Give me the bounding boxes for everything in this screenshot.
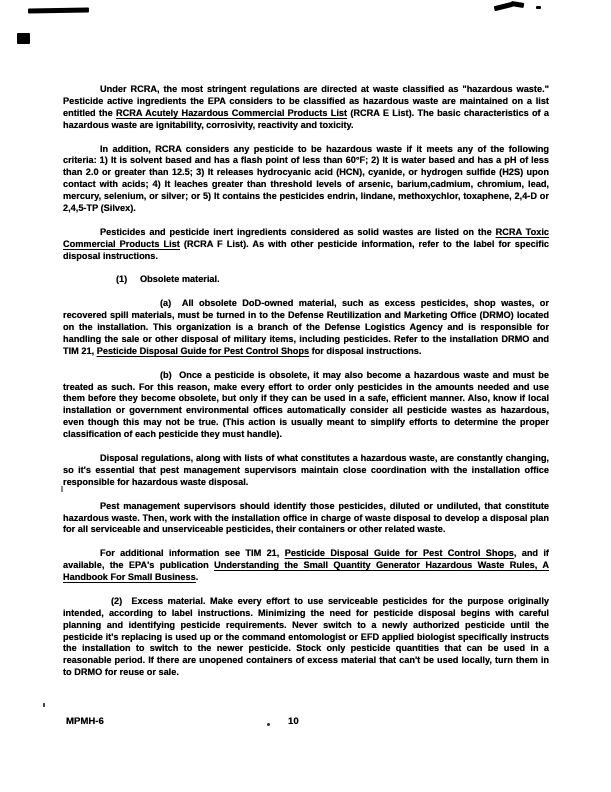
- underlined-reference: RCRA Toxic Commercial Products List: [63, 226, 549, 249]
- document-body: [63, 84, 549, 691]
- page-footer: [0, 716, 611, 730]
- underlined-reference: Pesticide Disposal Guide for Pest Control Shops: [284, 548, 514, 559]
- paragraph: [63, 227, 549, 263]
- paragraph: [63, 596, 549, 679]
- text-segment: .: [195, 572, 199, 583]
- underlined-reference: RCRA Acutely Hazardous Commercial Products List: [115, 107, 348, 118]
- text-segment: (1) Obsolete material.: [116, 274, 220, 285]
- text-segment: For additional information see TIM 21,: [100, 548, 285, 559]
- text-segment: In addition, RCRA considers any pesticide to be hazardous waste if it meets any of the following criteria: 1) It is solvent based and has a flash point of less than 60°F; 2) It is water based and has a pH of less than 2.0 or greater than 12.5; 3) It releases hydrocyanic acid (HCN), cyanide, or hydrogen sulfide (H2S) upon contact with acids; 4) It leaches greater than threshold levels of arsenic, barium,cadmium, chromium, lead, mercury, selenium, or silver; or 5) It contains the pesticides endrin, lindane, methoxychlor, toxaphene, 2,4-D or 2,4,5-TP (Silvex).: [63, 143, 549, 214]
- text-segment: (RCRA F List). As with other pesticide information, refer to the label for specific disposal instructions.: [63, 238, 549, 261]
- section-heading: [63, 274, 549, 286]
- underlined-reference: Understanding the Small Quantity Generator Hazardous Waste Rules, A Handbook For Small Business: [63, 560, 549, 583]
- page-number: 10: [288, 716, 299, 727]
- scan-artifact-speck: [536, 6, 541, 9]
- text-segment: Pesticides and pesticide inert ingredients considered as solid wastes are listed on the: [100, 226, 496, 237]
- text-segment: (2) Excess material. Make every effort to use serviceable pesticides for the purpose originally intended, according to label instructions. Minimizing the need for pesticide disposal begins with careful planning and identifying pesticide requirements. Never switch to a newly authorized pesticide until the pesticide it's replacing is used up or the command entomologist or EFD applied biologist specifically instructs the installation to switch to the newer pesticide. Stock only pesticide quantities that can be used in a reasonable period. If there are unopened containers of excess material that can't be used locally, turn them in to DRMO for reuse or sale.: [63, 595, 549, 678]
- text-segment: (a) All obsolete DoD-owned material, such as excess pesticides, shop wastes, or recovered spill materials, must be turned in to the Defense Reutilization and Marketing Office (DRMO) located on the installation. This organization is a branch of the Defense Logistics Agency and is responsible for handling the sale or other disposal of military items, including pesticides. Refer to the installation DRMO and TIM 21,: [63, 298, 549, 356]
- text-segment: (RCRA E List). The basic characteristics of a hazardous waste are ignitability, corrosivity, reactivity and toxicity.: [63, 107, 549, 130]
- paragraph: [63, 370, 549, 441]
- scan-artifact-left-blob: [17, 33, 30, 44]
- paragraph: [63, 298, 549, 358]
- paragraph: [63, 84, 549, 132]
- paragraph: [63, 453, 549, 489]
- text-segment: Disposal regulations, along with lists of what constitutes a hazardous waste, are constantly changing, so it's essential that pest management supervisors maintain close coordination with the installation office responsible for hazardous waste disposal.: [63, 453, 549, 487]
- scan-artifact-speck: [43, 703, 45, 707]
- paragraph: [63, 144, 549, 215]
- text-segment: Under RCRA, the most stringent regulations are directed at waste classified as "hazardous waste." Pesticide active ingredients the EPA considers to be classified as hazardous waste are maintained on a list entitled the: [63, 84, 549, 118]
- text-segment: , and if available, the EPA's publication: [63, 548, 549, 571]
- scan-artifact-top-right-mark: [511, 1, 525, 8]
- scan-artifact-top-left-dash: [28, 7, 89, 13]
- paragraph: [63, 501, 549, 537]
- text-segment: (b) Once a pesticide is obsolete, it may also become a hazardous waste and must be treated as such. For this reason, make every effort to order only pesticides in the amounts needed and use them before they become obsolete, but only if they can be used in a safe, efficient manner. Also, know if local installation or government environmental offices automatically consider all pesticide wastes as hazardous, even though this may not be true. (This action is usually meant to simplify efforts to determine the proper classification of each pesticide they must handle).: [63, 369, 549, 440]
- paragraph: [63, 548, 549, 584]
- document-code: MPMH-6: [66, 716, 104, 727]
- underlined-reference: Pesticide Disposal Guide for Pest Control Shops: [96, 345, 310, 356]
- text-segment: Pest management supervisors should identify those pesticides, diluted or undiluted, that constitute hazardous waste. Then, work with the installation office in charge of waste disposal to develop a disposal plan for all serviceable and unserviceable pesticides, their containers or other related waste.: [63, 500, 549, 535]
- text-segment: for disposal instructions.: [309, 345, 422, 356]
